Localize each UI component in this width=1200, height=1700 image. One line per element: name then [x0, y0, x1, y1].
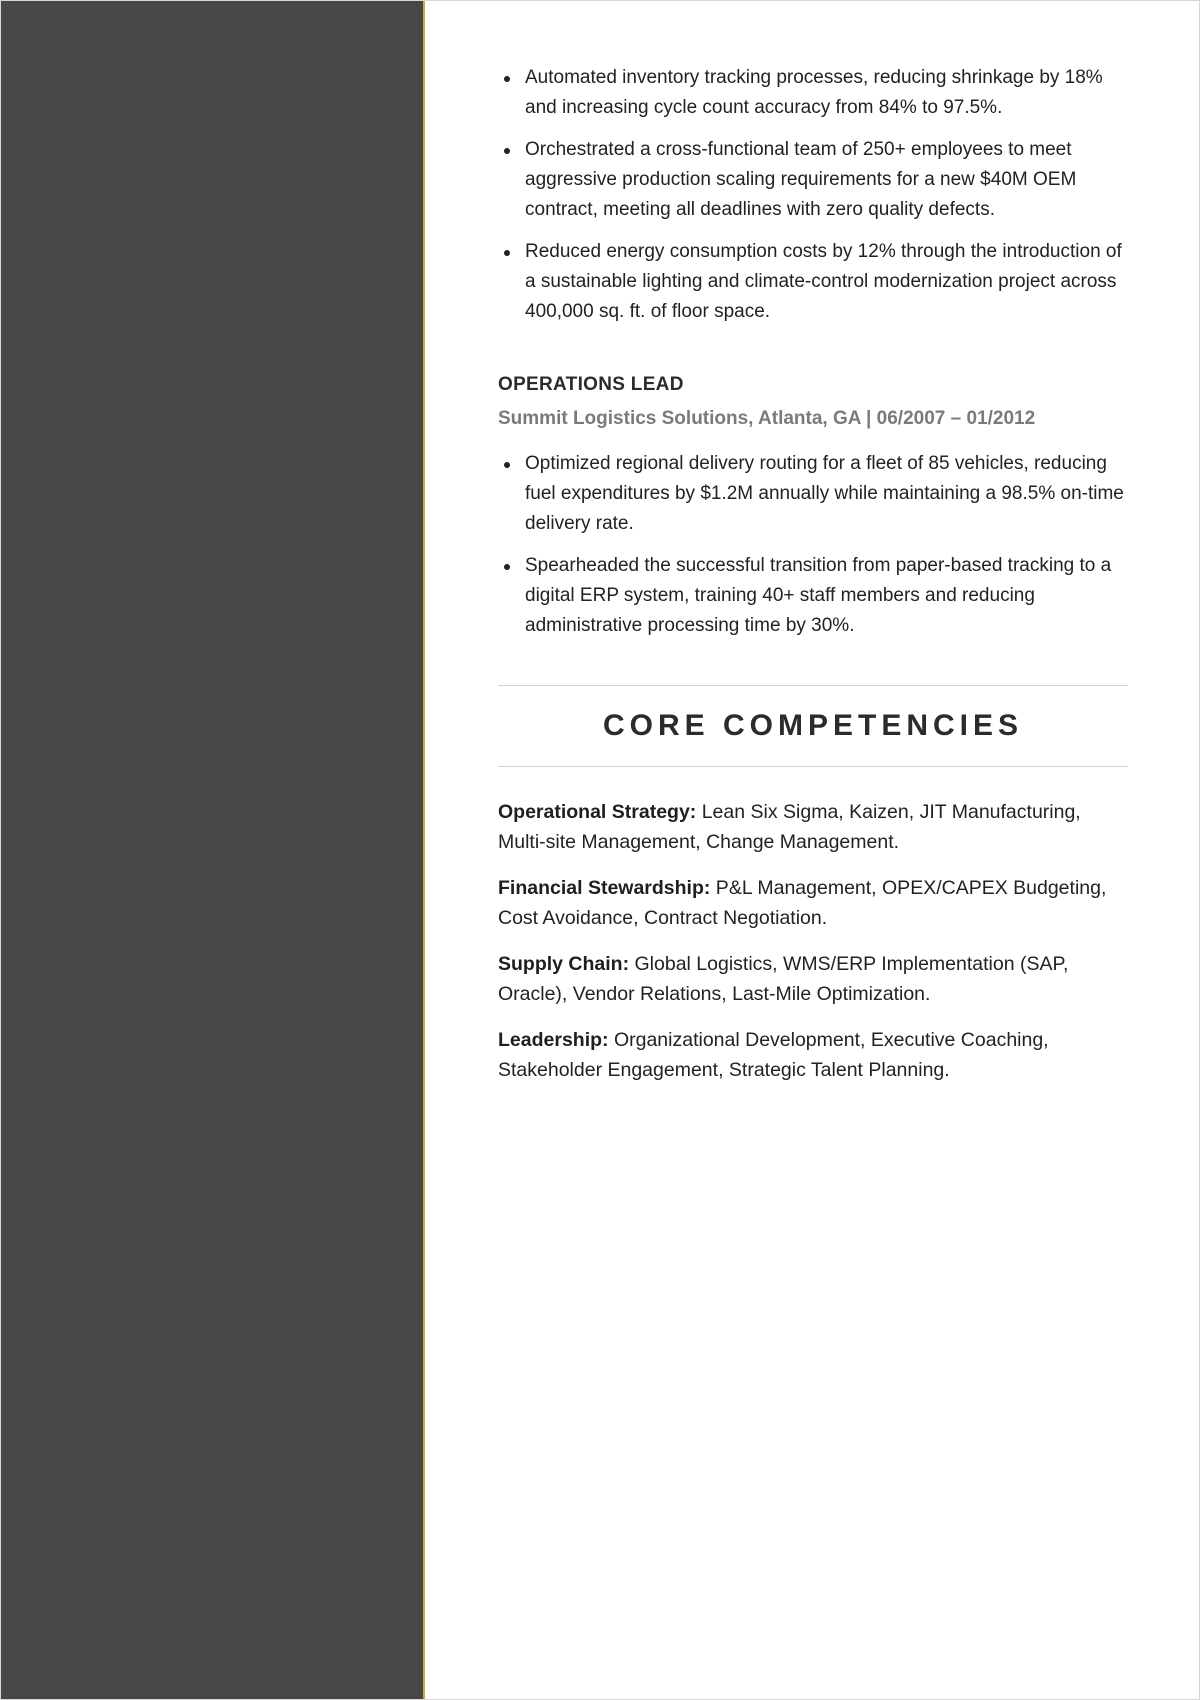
main-column [498, 63, 1128, 1101]
competency-item [498, 1025, 1128, 1085]
competency-label: Leadership: [498, 1029, 609, 1051]
sidebar-panel [1, 1, 425, 1699]
competency-label: Operational Strategy: [498, 801, 697, 823]
competency-item [498, 873, 1128, 933]
competency-label: Financial Stewardship: [498, 877, 711, 899]
bullet-item: Spearheaded the successful transition from paper-based tracking to a digital ERP system, training 40+ staff members and reducing administrative processing time by 30%. [498, 551, 1128, 641]
competency-text: Organizational Development, Executive Coaching, Stakeholder Engagement, Strategic Talent Planning. [498, 1029, 1049, 1081]
job-company-dates: Summit Logistics Solutions, Atlanta, GA | 06/2007 – 01/2012 [498, 408, 1036, 429]
job-operations-lead [498, 371, 1128, 641]
job-title: OPERATIONS LEAD [498, 374, 684, 395]
competencies-list [498, 797, 1128, 1085]
bullet-item: Orchestrated a cross-functional team of 250+ employees to meet aggressive production scaling requirements for a new $40M OEM contract, meeting all deadlines with zero quality defects. [498, 135, 1128, 225]
bullet-item: Optimized regional delivery routing for a fleet of 85 vehicles, reducing fuel expenditures by $1.2M annually while maintaining a 98.5% on-time delivery rate. [498, 449, 1128, 539]
competency-label: Supply Chain: [498, 953, 630, 975]
bullet-item: Reduced energy consumption costs by 12% through the introduction of a sustainable lighting and climate-control modernization project across 400,000 sq. ft. of floor space. [498, 237, 1128, 327]
previous-job-bullets [498, 63, 1128, 327]
bullet-item: Automated inventory tracking processes, reducing shrinkage by 18% and increasing cycle count accuracy from 84% to 97.5%. [498, 63, 1128, 123]
competency-text: Lean Six Sigma, Kaizen, JIT Manufacturing, Multi-site Management, Change Management. [498, 801, 1081, 853]
job-bullets [498, 449, 1128, 641]
competency-item [498, 949, 1128, 1009]
section-heading-core-competencies: CORE COMPETENCIES [498, 685, 1128, 767]
competency-text: Global Logistics, WMS/ERP Implementation (SAP, Oracle), Vendor Relations, Last-Mile Optimization. [498, 953, 1069, 1005]
competency-item [498, 797, 1128, 857]
competency-text: P&L Management, OPEX/CAPEX Budgeting, Cost Avoidance, Contract Negotiation. [498, 877, 1107, 929]
